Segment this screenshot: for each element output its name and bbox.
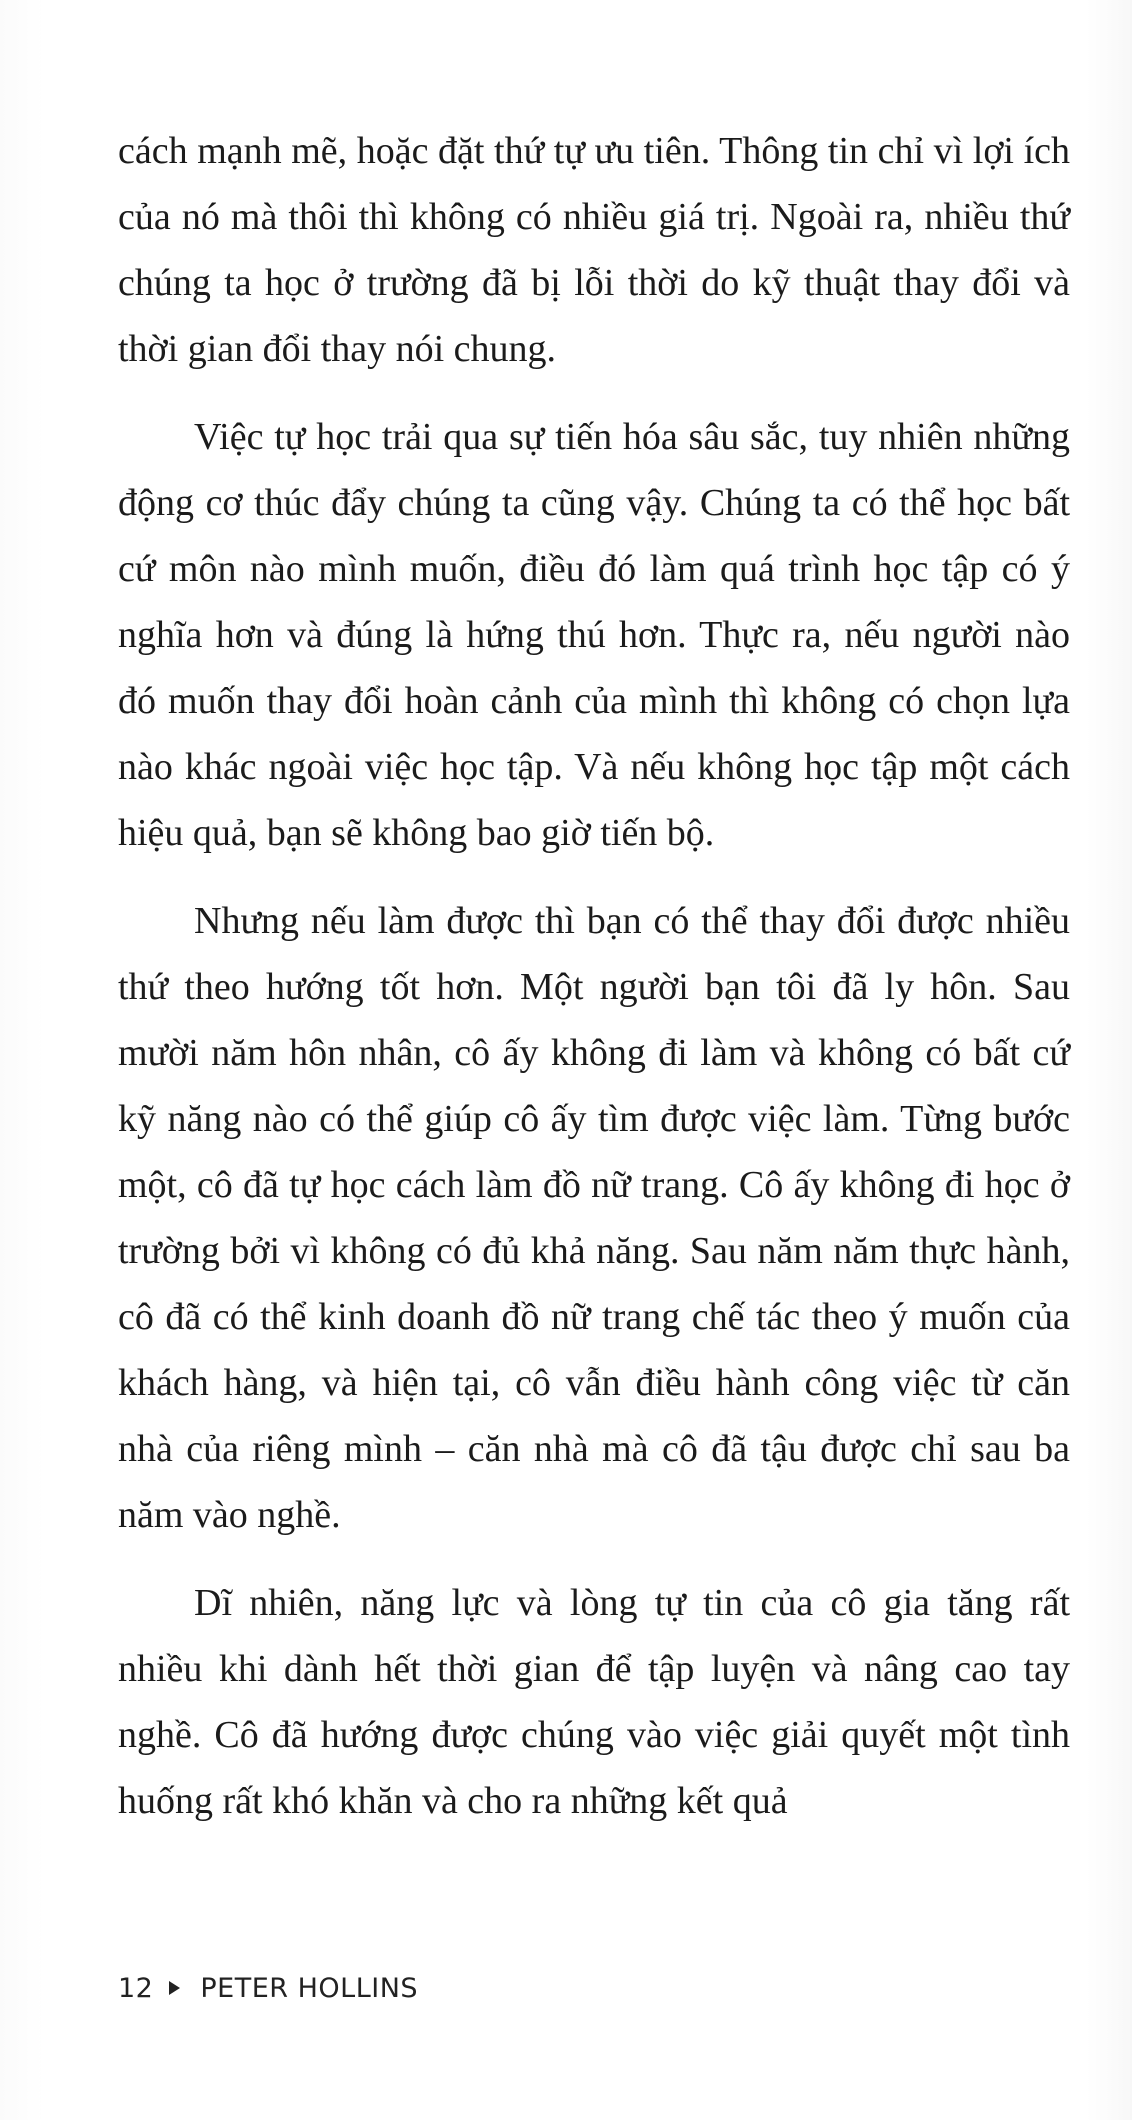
body-text <box>118 118 1070 1834</box>
paragraph-gap <box>118 382 1070 404</box>
paragraph-gap <box>118 866 1070 888</box>
triangle-right-icon <box>169 1981 180 1995</box>
author-name: PETER HOLLINS <box>200 1972 419 2004</box>
paragraph-friend-story: Nhưng nếu làm được thì bạn có thể thay đổi được nhiều thứ theo hướng tốt hơn. Một người bạn tôi đã ly hôn. Sau mười năm hôn nhân, cô ấy không đi làm và không có bất cứ kỹ năng nào có thể giúp cô ấy tìm được việc làm. Từng bước một, cô đã tự học cách làm đồ nữ trang. Cô ấy không đi học ở trường bởi vì không có đủ khả năng. Sau năm năm thực hành, cô đã có thể kinh doanh đồ nữ trang chế tác theo ý muốn của khách hàng, và hiện tại, cô vẫn điều hành công việc từ căn nhà của riêng mình – căn nhà mà cô đã tậu được chỉ sau ba năm vào nghề. <box>118 900 1070 1536</box>
page-number: 12 <box>118 1972 154 2004</box>
paragraph-continuation: cách mạnh mẽ, hoặc đặt thứ tự ưu tiên. Thông tin chỉ vì lợi ích của nó mà thôi thì không có nhiều giá trị. Ngoài ra, nhiều thứ chúng ta học ở trường đã bị lỗi thời do kỹ thuật thay đổi và thời gian đổi thay nói chung. <box>118 130 1070 370</box>
paragraph-confidence: Dĩ nhiên, năng lực và lòng tự tin của cô gia tăng rất nhiều khi dành hết thời gian để tập luyện và nâng cao tay nghề. Cô đã hướng được chúng vào việc giải quyết một tình huống rất khó khăn và cho ra những kết quả <box>118 1582 1070 1822</box>
paragraph-gap <box>118 1548 1070 1570</box>
page-footer <box>118 1968 418 2008</box>
paragraph-self-learning: Việc tự học trải qua sự tiến hóa sâu sắc, tuy nhiên những động cơ thúc đẩy chúng ta cũng vậy. Chúng ta có thể học bất cứ môn nào mình muốn, điều đó làm quá trình học tập có ý nghĩa hơn và đúng là hứng thú hơn. Thực ra, nếu người nào đó muốn thay đổi hoàn cảnh của mình thì không có chọn lựa nào khác ngoài việc học tập. Và nếu không học tập một cách hiệu quả, bạn sẽ không bao giờ tiến bộ. <box>118 416 1070 854</box>
